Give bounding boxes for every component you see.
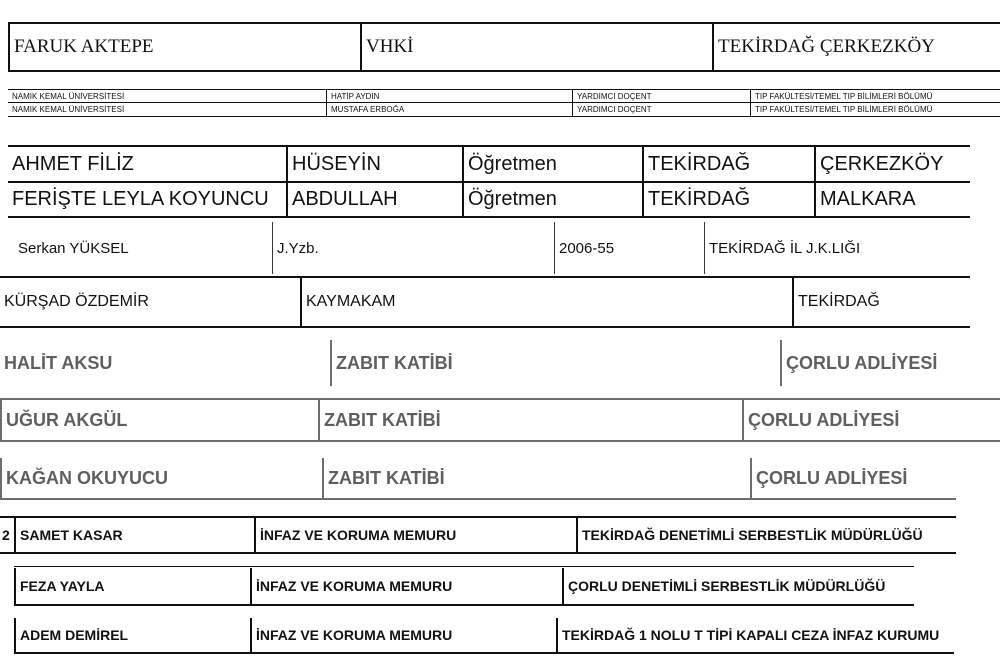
father-name-cell: ABDULLAH (286, 183, 462, 216)
occupation-cell: Öğretmen (462, 183, 642, 216)
name-cell: UĞUR AKGÜL (0, 400, 318, 440)
clipping-adem-demirel (14, 614, 954, 658)
province-cell: TEKİRDAĞ (642, 183, 814, 216)
title-cell: ZABIT KATİBİ (330, 340, 780, 386)
occupation-cell: Öğretmen (462, 147, 642, 181)
name-cell: Serkan YÜKSEL (18, 239, 129, 257)
name-cell: MUSTAFA ERBOĞA (326, 103, 572, 116)
title-cell: VHKİ (360, 24, 712, 70)
clipping-halit-aksu (0, 336, 970, 386)
location-cell: ÇORLU ADLİYESİ (750, 458, 956, 498)
father-name-cell: HÜSEYİN (286, 147, 462, 181)
clipping-kursad-ozdemir (0, 276, 970, 334)
university-cell: NAMIK KEMAL ÜNİVERSİTESİ (12, 105, 125, 114)
name-cell: FARUK AKTEPE (8, 24, 360, 70)
clipping-serkan-yuksel (8, 220, 970, 274)
number-cell: 2006-55 (554, 222, 704, 274)
name-cell: AHMET FİLİZ (12, 152, 134, 175)
province-cell: TEKİRDAĞ (642, 147, 814, 181)
location-cell: TEKİRDAĞ (792, 278, 970, 326)
name-cell: HALİT AKSU (4, 352, 113, 373)
row-number-cell: 2 (2, 527, 10, 543)
name-cell: HATİP AYDIN (326, 90, 572, 102)
university-cell: NAMIK KEMAL ÜNİVERSİTESİ (12, 91, 125, 101)
rank-cell: J.Yzb. (272, 222, 554, 274)
title-cell: İNFAZ VE KORUMA MEMURU (250, 618, 556, 652)
clipping-feza-yayla (14, 562, 914, 610)
name-cell: KÜRŞAD ÖZDEMİR (4, 293, 149, 310)
office-cell: TEKİRDAĞ DENETİMLİ SERBESTLİK MÜDÜRLÜĞÜ (576, 518, 956, 552)
district-cell: MALKARA (814, 183, 970, 216)
unit-cell: TEKİRDAĞ İL J.K.LIĞI (704, 222, 970, 274)
district-cell: ÇERKEZKÖY (814, 147, 970, 181)
location-cell: ÇORLU ADLİYESİ (742, 400, 1000, 440)
clipping-teachers-table (8, 142, 970, 220)
title-cell: YARDIMCI DOÇENT (572, 90, 750, 102)
name-cell: FEZA YAYLA (14, 568, 250, 604)
clipping-university-table (8, 86, 1000, 126)
title-cell: KAYMAKAM (300, 278, 792, 326)
clipping-faruk-aktepe (8, 18, 1000, 74)
clipping-samet-kasar (0, 514, 956, 556)
name-cell: FERİŞTE LEYLA KOYUNCU (12, 188, 269, 210)
location-cell: TEKİRDAĞ ÇERKEZKÖY (712, 24, 1000, 70)
location-cell: ÇORLU ADLİYESİ (780, 340, 970, 386)
title-cell: ZABIT KATİBİ (322, 458, 750, 498)
department-cell: TIP FAKÜLTESİ/TEMEL TIP BİLİMLERİ BÖLÜMÜ (750, 90, 1000, 102)
clipping-kagan-okuyucu (0, 452, 956, 504)
office-cell: ÇORLU DENETİMLİ SERBESTLİK MÜDÜRLÜĞÜ (562, 568, 914, 604)
title-cell: İNFAZ VE KORUMA MEMURU (250, 568, 562, 604)
department-cell: TIP FAKÜLTESİ/TEMEL TIP BİLİMLERİ BÖLÜMÜ (750, 103, 1000, 116)
name-cell: KAĞAN OKUYUCU (0, 458, 322, 498)
name-cell: SAMET KASAR (14, 518, 254, 552)
office-cell: TEKİRDAĞ 1 NOLU T TİPİ KAPALI CEZA İNFAZ KURUMU (556, 618, 954, 652)
clipping-ugur-akgul (0, 394, 1000, 446)
name-cell: ADEM DEMİREL (14, 618, 250, 652)
title-cell: İNFAZ VE KORUMA MEMURU (254, 518, 576, 552)
title-cell: YARDIMCI DOÇENT (572, 103, 750, 116)
title-cell: ZABIT KATİBİ (318, 400, 742, 440)
